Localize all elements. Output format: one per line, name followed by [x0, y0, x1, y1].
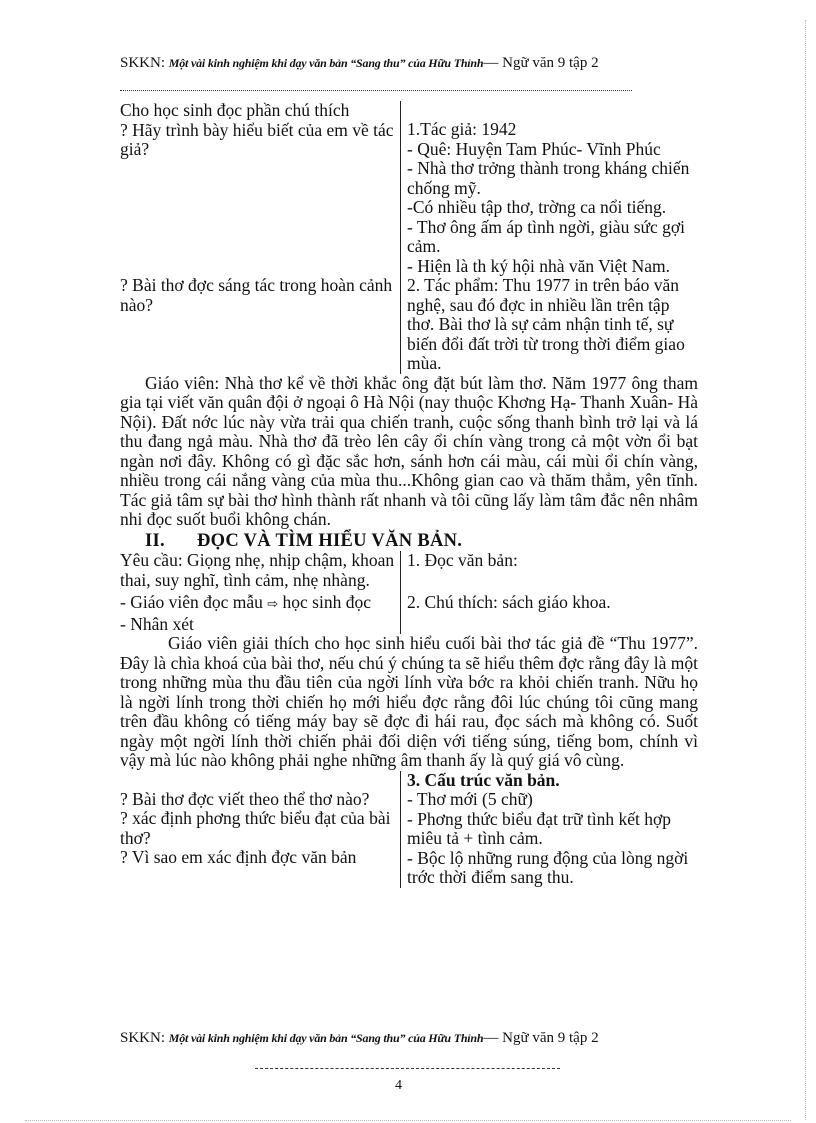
section-title: ĐỌC VÀ TÌM HIỂU VĂN BẢN. [197, 530, 463, 551]
structure-answers [400, 771, 698, 888]
header-prefix: SKKN: [120, 55, 169, 71]
form-answer: - Thơ mới (5 chữ) [407, 789, 533, 809]
read-text-step: 1. Đọc văn bản: [407, 550, 518, 570]
document-body [120, 101, 698, 888]
author-works: -Có nhiều tập thơ, trờng ca nổi tiếng. [407, 197, 667, 217]
work-answer-cell [400, 276, 698, 374]
author-style: - Thơ ông ấm áp tình ngời, giàu sức gợi cảm. [407, 216, 686, 256]
structure-questions [120, 771, 400, 888]
reading-steps [400, 551, 698, 634]
page-bottom-border [25, 1120, 791, 1121]
header-divider [120, 90, 632, 91]
mode-answer: - Phơng thức biểu đạt trữ tình kết hợp miêu tả + tình cảm. [407, 808, 671, 848]
author-heading: 1.Tác giả: 1942 [407, 119, 517, 139]
page-header [120, 54, 700, 73]
work-question: ? Bài thơ đợc sáng tác trong hoàn cảnh nào? [120, 275, 393, 315]
structure-heading: 3. Cấu trúc văn bản. [407, 769, 560, 790]
footer-title: Một vài kinh nghiệm khi dạy văn bản “Sang thu” của Hữu Thỉnh [168, 1031, 484, 1045]
footer-suffix: — Ngữ văn 9 tập 2 [483, 1030, 599, 1046]
mode-question: ? xác định phơng thức biểu đạt của bài thơ? [120, 808, 391, 848]
reading-sample-text [120, 593, 398, 615]
footnote-step: 2. Chú thích: sách giáo khoa. [407, 591, 611, 612]
teacher-paragraph-2: Giáo viên giải thích cho học sinh hiểu cuối bài thơ tác giả đề “Thu 1977”. Đây là chìa khoá của bài thơ, nếu chú ý chúng ta sẽ hiểu thêm đợc rằng đây là một trong những mùa thu đầu tiên của ngời lính vừa bớc ra khỏi chiến tranh. Nữu họ là ngời lính trong thời chiến họ mới hiểu đợc rằng đôi lúc chúng tôi cũng mang trên đầu không có tiếng máy bay sẽ đợc đi hái rau, đọc sách mà không có. Suốt ngày một ngời lính thời chiến phải đối diện với tiếng súng, tiếng bom, chính vì vậy mà lúc nào không phải nghe những âm thanh ấy là quý giá vô cùng. [120, 633, 698, 770]
arrow-right-icon: ⇨ [267, 597, 279, 612]
reading-table [120, 551, 698, 634]
comment-text: - Nhân xét [120, 613, 194, 634]
work-answer: 2. Tác phẩm: Thu 1977 in trên báo văn nghệ, sau đó đợc in nhiều lần trên tập thơ. Bài thơ là sự cảm nhận tinh tế, sự biến đổi đất trời từ trong thời điểm giao mùa. [407, 275, 685, 373]
teacher-paragraph-1: Giáo viên: Nhà thơ kể về thời khắc ông đặt bút làm thơ. Năm 1977 ông tham gia tại viết văn quân đội ở ngoại ô Hà Nội (nay thuộc Khơng Hạ- Thanh Xuân- Hà Nội). Đất nớc lúc này vừa trải qua chiến tranh, cuộc sống thanh bình trở lại và lá thu đang ngả màu. Nhà thơ đã trèo lên cây ổi chín vàng trong cả một vờn ổi bạt ngàn nơi đây. Không có gì đặc sắc hơn, sánh hơn cái màu, cái mùi ổi chín vàng, nhiều trong cái nắng vàng của mùa thu...Không gian cao và thăm thẳm, yên tĩnh. Tác giả tâm sự bài thơ hình thành rất nhanh và tôi cũng lấy làm tâm đắc nên nhâm nhi đọc suốt buổi không chán. [120, 372, 698, 529]
section-number: II. [145, 530, 165, 551]
reason-question: ? Vì sao em xác định đợc văn bản [120, 847, 357, 867]
spacer [120, 771, 398, 790]
reading-requirement-text: Yêu cầu: Giọng nhẹ, nhịp chậm, khoan thai, suy nghĩ, tình cảm, nhẹ nhàng. [120, 550, 395, 590]
author-answers [400, 101, 698, 276]
footer-divider [255, 1068, 560, 1069]
student-reading-label: học sinh đọc [282, 592, 371, 612]
page-footer [120, 1029, 700, 1048]
footer-prefix: SKKN: [120, 1030, 169, 1046]
author-career: - Nhà thơ trởng thành trong kháng chiến chống mỹ. [407, 158, 690, 198]
author-question: ? Hãy trình bày hiểu biết của em về tác giả? [120, 119, 394, 159]
header-suffix: — Ngữ văn 9 tập 2 [483, 55, 599, 71]
sample-reading-label: - Giáo viên đọc mẫu [120, 592, 263, 612]
page-right-border [805, 20, 806, 1120]
reason-answer: - Bộc lộ những rung động của lòng ngời trớc thời điểm sang thu. [407, 847, 689, 887]
author-table [120, 101, 698, 276]
page-number: 4 [395, 1078, 402, 1093]
section-heading [120, 532, 698, 552]
author-questions [120, 101, 400, 276]
structure-table [120, 771, 698, 888]
header-title: Một vài kinh nghiệm khi dạy văn bản “Sang thu” của Hữu Thỉnh [168, 56, 484, 70]
instruction-text: Cho học sinh đọc phần chú thích [120, 100, 350, 120]
work-table [120, 276, 698, 374]
reading-requirements [120, 551, 400, 634]
author-position: - Hiện là th ký hội nhà văn Việt Nam. [407, 255, 671, 276]
spacer [407, 101, 698, 120]
work-question-cell [120, 276, 400, 374]
author-hometown: - Quê: Huyện Tam Phúc- Vĩnh Phúc [407, 138, 661, 159]
form-question: ? Bài thơ đợc viết theo thể thơ nào? [120, 788, 370, 809]
